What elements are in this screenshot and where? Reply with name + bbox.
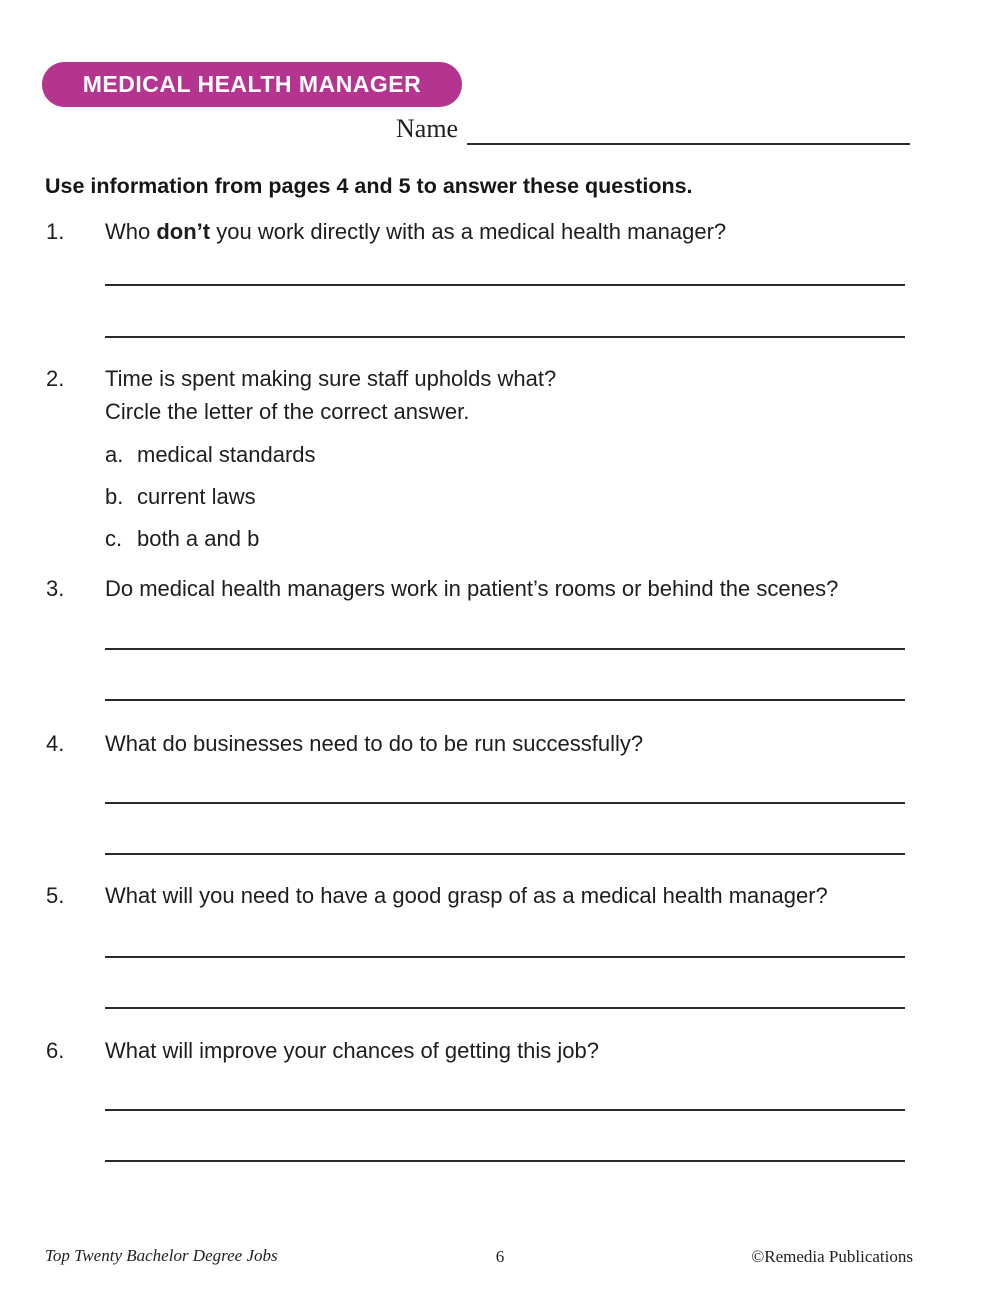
page-title: MEDICAL HEALTH MANAGER (82, 71, 422, 97)
question-1-prefix: Who (105, 219, 157, 244)
option-b-letter: b. (105, 484, 124, 509)
question-1-text (105, 219, 726, 245)
answer-line (105, 956, 905, 958)
option-c-text: both a and b (137, 526, 260, 551)
question-4-number: 4. (46, 731, 65, 756)
question-5-number: 5. (46, 883, 65, 908)
answer-line (105, 802, 905, 804)
name-blank-line (467, 143, 910, 145)
answer-line (105, 336, 905, 338)
question-2-text: Time is spent making sure staff upholds what? (105, 366, 557, 391)
question-6-number: 6. (46, 1038, 65, 1063)
answer-line (105, 1109, 905, 1111)
instructions-text: Use information from pages 4 and 5 to answer these questions. (45, 174, 693, 198)
question-5-text: What will you need to have a good grasp of as a medical health manager? (105, 883, 828, 908)
footer-page-number: 6 (495, 1247, 505, 1266)
footer-publisher: ©Remedia Publications (751, 1247, 913, 1266)
footer-book-title: Top Twenty Bachelor Degree Jobs (45, 1246, 278, 1265)
question-4-text: What do businesses need to do to be run successfully? (105, 731, 644, 756)
option-c-letter: c. (105, 526, 123, 551)
question-2-number: 2. (46, 366, 65, 391)
answer-line (105, 699, 905, 701)
option-a-letter: a. (105, 442, 124, 467)
question-3-text: Do medical health managers work in patient’s rooms or behind the scenes? (105, 576, 839, 601)
question-1-number: 1. (46, 219, 65, 244)
name-label: Name (396, 114, 459, 143)
option-b-text: current laws (137, 484, 256, 509)
option-a-text: medical standards (137, 442, 316, 467)
question-6-text: What will improve your chances of getting this job? (105, 1038, 600, 1063)
question-1-suffix: you work directly with as a medical health manager? (210, 219, 727, 244)
answer-line (105, 1160, 905, 1162)
answer-line (105, 853, 905, 855)
answer-line (105, 284, 905, 286)
question-3-number: 3. (46, 576, 65, 601)
answer-line (105, 648, 905, 650)
answer-line (105, 1007, 905, 1009)
question-2-subtext: Circle the letter of the correct answer. (105, 399, 470, 424)
title-badge (42, 62, 462, 107)
question-1-bold-word: don’t (156, 219, 211, 244)
